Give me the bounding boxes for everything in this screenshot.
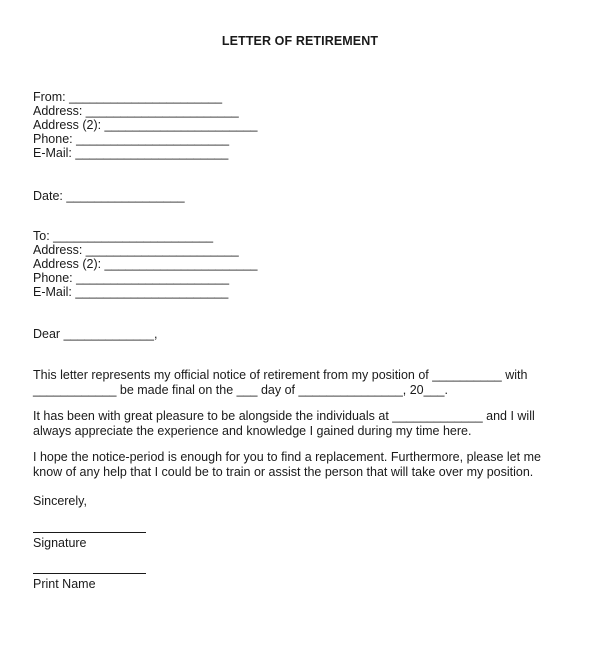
salutation-block: [33, 327, 157, 341]
salutation: Dear _____________,: [33, 327, 158, 341]
recipient-block: [33, 229, 258, 299]
sender-block: [33, 90, 258, 160]
recipient-to-field: To: _______________________: [33, 229, 214, 243]
sender-address2-field: Address (2): ______________________: [33, 118, 258, 132]
closing-block: [33, 494, 87, 508]
body-paragraph-2: It has been with great pleasure to be alongside the individuals at _____________ and I will always appreciate the experience and knowledge I gained during my time here.: [33, 409, 535, 438]
sender-from-field: From: ______________________: [33, 90, 223, 104]
recipient-phone-field: Phone: ______________________: [33, 271, 230, 285]
closing: Sincerely,: [33, 494, 87, 508]
recipient-address-field: Address: ______________________: [33, 243, 239, 257]
print-name-line: [33, 573, 146, 574]
signature-label: Signature: [33, 536, 87, 550]
body-paragraph-1: This letter represents my official notice of retirement from my position of __________ with ____________ be made final on the ___ day of _______________, 20___.: [33, 368, 528, 397]
date-field: Date: _________________: [33, 189, 185, 203]
letter-title: LETTER OF RETIREMENT: [221, 34, 379, 48]
print-name-label: Print Name: [33, 577, 96, 591]
sender-address-field: Address: ______________________: [33, 104, 239, 118]
recipient-email-field: E-Mail: ______________________: [33, 285, 229, 299]
date-block: [33, 189, 185, 203]
sender-email-field: E-Mail: ______________________: [33, 146, 229, 160]
signature-line: [33, 532, 146, 533]
sender-phone-field: Phone: ______________________: [33, 132, 230, 146]
body-paragraph-3: I hope the notice-period is enough for you to find a replacement. Furthermore, please let me know of any help that I could be to train or assist the person that will take over my position.: [33, 450, 541, 479]
recipient-address2-field: Address (2): ______________________: [33, 257, 258, 271]
